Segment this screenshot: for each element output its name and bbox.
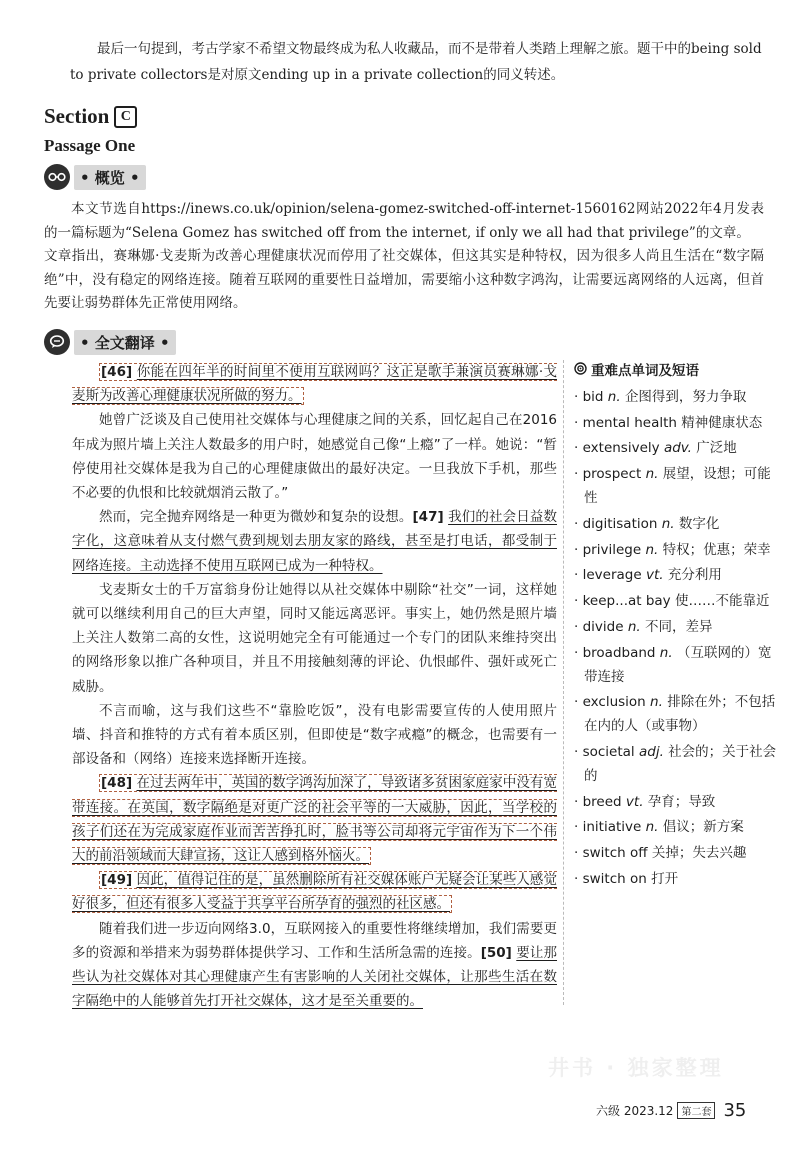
vocab-word: digitisation [582, 515, 658, 532]
vocab-meaning: 展望，设想；可能性 [584, 466, 771, 506]
vocab-word: initiative [582, 819, 642, 836]
vocab-item [574, 791, 782, 815]
answer-50: 要让那些认为社交媒体对其心理健康产生有害影响的人关闭社交媒体，让那些生活在数字隔绝中的人能够首先打开社交媒体，这才是至关重要的。 [72, 944, 558, 1010]
vocab-item [574, 616, 782, 640]
vocab-pos: n. [645, 819, 659, 836]
vocab-word: switch off [582, 845, 648, 862]
vocab-pos: vt. [625, 793, 644, 810]
translation-heading [44, 329, 176, 355]
vocab-item [574, 868, 782, 892]
translation-para-4: 戈麦斯女士的千万富翁身份让她得以从社交媒体中剔除“社交”一词，这样她就可以继续利用自己的巨大声望，同时又能远离恶评。事实上，她仍然是照片墙上关注人数第二高的女性，这说明她完全有可能通过一个专门的团队来维持突出的网络形象以推广各种项目，并且不用接触刻薄的评论、仇恨邮件、强奸或死亡威胁。 [72, 581, 557, 695]
vocab-meaning: 不同，差异 [644, 618, 713, 635]
vocab-meaning: 精神健康状态 [681, 414, 763, 431]
vocab-word: broadband [582, 644, 656, 661]
vocab-meaning: 数字化 [678, 515, 720, 532]
section-letter: C [114, 106, 137, 128]
intro-paragraph: 最后一句提到，考古学家不希望文物最终成为私人收藏品，而不是带着人类踏上理解之旅。题干中的being sold to private collectors是对原文ending up in a private collection的同义转述。 [70, 41, 762, 83]
translation-para-49 [72, 868, 557, 916]
answer-47: 我们的社会日益数字化，这意味着从支付燃气费到规划去朋友家的路线，甚至是打电话，都受制于网络连接。主动选择不使用互联网已成为一种特权。 [72, 509, 558, 574]
page-footer [596, 1100, 746, 1121]
vocab-heading-text: 重难点单词及短语 [591, 363, 699, 379]
vocab-pos: adv. [663, 440, 692, 457]
translation-para-50: 随着我们进一步迈向网络3.0，互联网接入的重要性将继续增加，我们需要更多的资源和举措来为弱势群体提供学习、工作和生活所急需的连接。[50] 要让那些认为社交媒体对其心理健康产生有害影响的人关闭社交媒体，让那些生活在数字隔绝中的人能够首先打开社交媒体，这才是至关重要的。 [72, 920, 558, 1010]
vocab-list [574, 386, 782, 892]
target-icon [574, 360, 587, 384]
answer-49: 因此，值得记住的是，虽然删除所有社交媒体账户无疑会让某些人感觉好很多，但还有很多人受益于共享平台所孕育的强烈的社区感。 [72, 872, 557, 913]
vocab-meaning: 倡议；新方案 [662, 819, 744, 836]
watermark: 井书 · 独家整理 [548, 1056, 724, 1080]
translation-para-47: 然而，完全抛弃网络是一种更为微妙和复杂的设想。[47] 我们的社会日益数字化，这意味着从支付燃气费到规划去朋友家的路线，甚至是打电话，都受制于网络连接。主动选择不使用互联网已成为一种特权。 [72, 509, 558, 574]
vocab-meaning: 充分利用 [667, 567, 722, 584]
vocab-pos: n. [650, 694, 663, 711]
vocab-word: keep...at bay [582, 593, 671, 610]
vocab-item [574, 691, 782, 739]
vocab-word: leverage [582, 567, 642, 584]
vocab-meaning: 特权；优惠；荣幸 [662, 541, 771, 558]
vocab-word: prospect [582, 466, 642, 483]
vocab-pos: vt. [645, 567, 664, 584]
vocab-word: switch on [582, 870, 647, 887]
vocab-meaning: 广泛地 [696, 440, 737, 457]
vocab-item [574, 386, 782, 410]
footer-set: 第二套 [677, 1102, 715, 1119]
vocab-item [574, 842, 782, 866]
vocab-pos: n. [659, 644, 673, 661]
vocab-meaning: 社会的；关于社会的 [584, 743, 777, 784]
vocab-item [574, 642, 782, 690]
mark-50: [50] [480, 944, 512, 961]
vocab-word: exclusion [582, 694, 646, 711]
vocab-meaning: 关掉；失去兴趣 [651, 845, 747, 862]
vocab-pos: n. [607, 388, 621, 405]
vocab-meaning: 使……不能靠近 [674, 593, 770, 610]
translation-para-5: 不言而喻，这与我们这些不“靠脸吃饭”，没有电影需要宣传的人使用照片墙、抖音和推特的方式有着本质区别，但即使是“数字戒瘾”的概念，也需要有一部设备和（网络）连接来选择断开连接。 [72, 702, 557, 768]
vocab-pos: n. [645, 541, 659, 558]
answer-46: 你能在四年半的时间里不使用互联网吗？这正是歌手兼演员赛琳娜·戈麦斯为改善心理健康状况所做的努力。 [72, 364, 557, 405]
vocab-meaning: 企图得到，努力争取 [624, 388, 747, 405]
vocab-item [574, 539, 782, 563]
vocab-item [574, 513, 782, 537]
vocab-heading [574, 360, 782, 384]
vocab-item [574, 816, 782, 840]
vocab-item [574, 590, 782, 614]
vocab-word: privilege [582, 541, 642, 558]
section-label: Section [44, 104, 110, 128]
vocab-word: extensively [582, 440, 660, 457]
column-divider [563, 360, 564, 1005]
mark-47: [47] [412, 509, 444, 526]
vocab-meaning: （互联网的）宽带连接 [584, 644, 772, 685]
mark-49: [49] [101, 872, 133, 889]
vocab-panel [574, 360, 782, 894]
vocab-meaning: 孕育；导致 [647, 793, 716, 810]
vocab-word: societal [582, 743, 635, 760]
page-number: 35 [723, 1100, 747, 1121]
overview-para-2: 文章指出，赛琳娜·戈麦斯为改善心理健康状况而停用了社交媒体，但这其实是种特权，因为很多人尚且生活在“数字隔绝”中，没有稳定的网络连接。随着互联网的重要性日益增加，需要缩小这种数字鸿沟，让需要远离网络的人远离，但首先要让弱势群体先正常使用网络。 [44, 248, 764, 311]
vocab-item [574, 437, 782, 461]
overview-heading [44, 164, 146, 190]
answer-48: 在过去两年中，英国的数字鸿沟加深了，导致诸多贫困家庭家中没有宽带连接。在英国，数字隔绝是对更广泛的社会平等的一大威胁，因此，当学校的孩子们还在为完成家庭作业而苦苦挣扎时，脸书等公司却将元宇宙作为下一个伟大的前沿领域而大肆宣扬，这让人感到格外恼火。 [72, 775, 557, 865]
vocab-word: breed [582, 793, 622, 810]
overview-text [44, 198, 764, 316]
vocab-pos: n. [661, 515, 675, 532]
vocab-word: mental health [582, 414, 677, 431]
translation-body [72, 360, 557, 1013]
glasses-icon [44, 164, 70, 190]
vocab-item [574, 463, 782, 511]
vocab-word: bid [582, 388, 604, 405]
translation-para-46 [72, 360, 557, 408]
vocab-pos: adj. [638, 743, 664, 760]
vocab-pos: n. [627, 618, 641, 635]
overview-label: • 概览 • [74, 165, 146, 190]
overview-para-1: 本文节选自https://inews.co.uk/opinion/selena-gomez-switched-off-internet-1560162网站2022年4月发表的一篇标题为“Selena Gomez has switched off from the internet, if only we all had that privilege”的文章。 [44, 201, 764, 241]
translation-para-2: 她曾广泛谈及自己使用社交媒体与心理健康之间的关系，回忆起自己在2016年成为照片墙上关注人数最多的用户时，她感觉自己像“上瘾”了一样。她说：“暂停使用社交媒体是我为自己的心理健康做出的最好决定。一旦我放下手机，那些不必要的仇恨和比较就烟消云散了。” [72, 412, 557, 502]
passage-title: Passage One [44, 136, 136, 155]
vocab-pos: n. [645, 466, 659, 483]
footer-label: 六级 2023.12 [596, 1104, 674, 1118]
vocab-item [574, 564, 782, 588]
section-heading [44, 104, 137, 129]
translation-label: • 全文翻译 • [74, 330, 176, 355]
chat-bubble-icon [44, 329, 70, 355]
vocab-item [574, 741, 782, 789]
translation-para-48 [72, 771, 557, 868]
vocab-item [574, 412, 782, 436]
mark-46: [46] [101, 364, 133, 380]
vocab-meaning: 排除在外；不包括在内的人（或事物） [584, 694, 776, 735]
mark-48: [48] [101, 775, 133, 792]
vocab-meaning: 打开 [651, 870, 679, 887]
vocab-word: divide [582, 618, 624, 635]
